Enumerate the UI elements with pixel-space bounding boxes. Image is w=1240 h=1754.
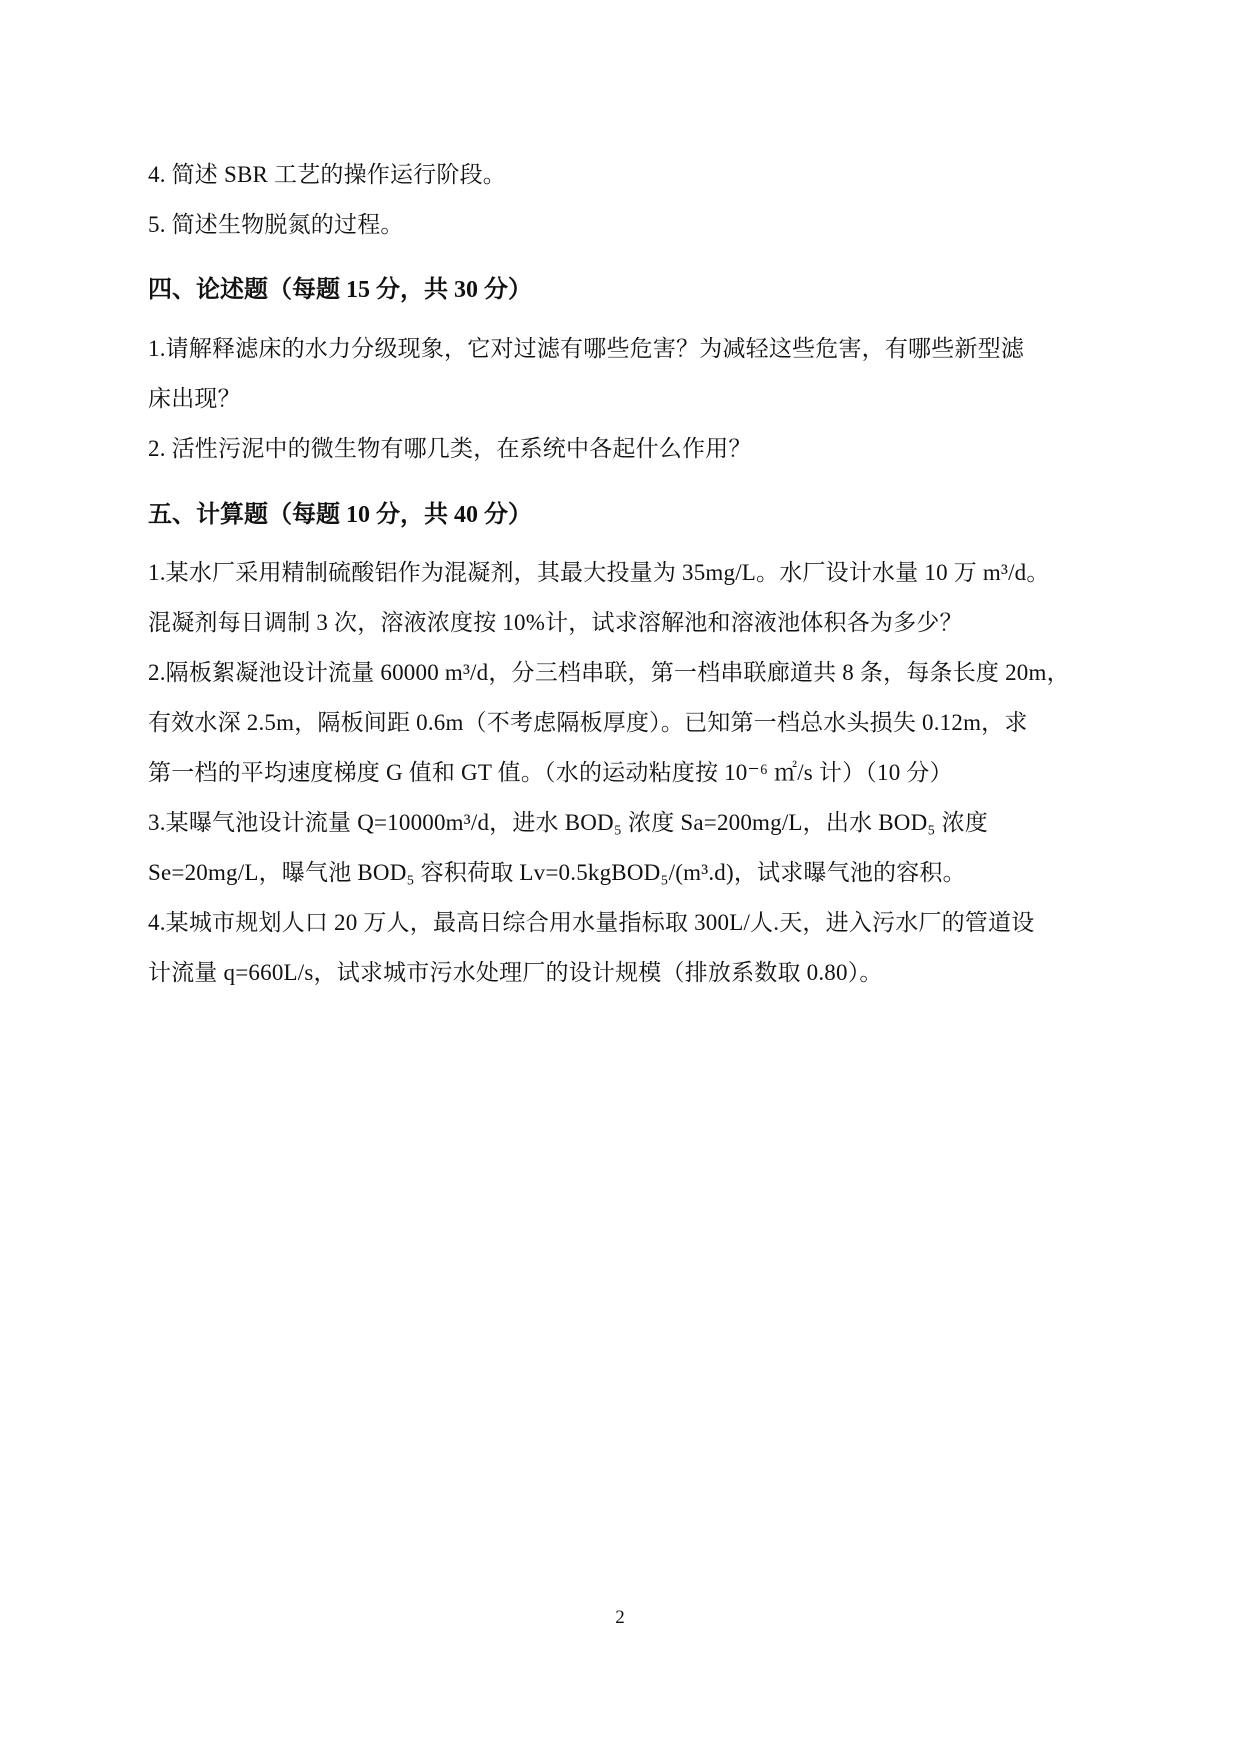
section-5-heading: 五、计算题（每题 10 分，共 40 分） [148,502,532,528]
page-number: 2 [615,1607,625,1628]
question-5-2-line-2: 有效水深 2.5m，隔板间距 0.6m（不考虑隔板厚度）。已知第一档总水头损失 0.12m，求 [148,710,1028,735]
question-5-3-line-2: Se=20mg/L，曝气池 BOD₅ 容积荷取 Lv=0.5kgBOD₅/(m³.d)，试求曝气池的容积。 [148,860,966,885]
question-4-2: 2. 活性污泥中的微生物有哪几类，在系统中各起什么作用？ [148,436,752,461]
question-5-1-line-2: 混凝剂每日调制 3 次，溶液浓度按 10%计，试求溶解池和溶液池体积各为多少？ [148,610,963,635]
question-5-1-line-1: 1.某水厂采用精制硫酸铝作为混凝剂，其最大投量为 35mg/L。水厂设计水量 10 万 m³/d。 [148,560,1050,585]
question-4-1-line-2: 床出现？ [148,386,241,411]
question-5-3-line-1: 3.某曝气池设计流量 Q=10000m³/d，进水 BOD₅ 浓度 Sa=200mg/L，出水 BOD₅ 浓度 [148,810,988,835]
question-5-4-line-2: 计流量 q=660L/s，试求城市污水处理厂的设计规模（排放系数取 0.80）。 [148,960,883,985]
question-5-4-line-1: 4.某城市规划人口 20 万人，最高日综合用水量指标取 300L/人.天，进入污水厂的管道设 [148,910,1035,935]
question-4-1-line-1: 1.请解释滤床的水力分级现象，它对过滤有哪些危害？为减轻这些危害，有哪些新型滤 [148,336,1025,361]
section-4-heading: 四、论述题（每题 15 分，共 30 分） [148,277,532,303]
question-3-4: 4. 简述 SBR 工艺的操作运行阶段。 [148,162,506,187]
question-5-2-line-3: 第一档的平均速度梯度 G 值和 GT 值。（水的运动粘度按 10⁻⁶ ㎡/s 计）（10 分） [148,760,953,785]
question-5-2-line-1: 2.隔板絮凝池设计流量 60000 m³/d，分三档串联，第一档串联廊道共 8 条，每条长度 20m， [148,660,1070,685]
question-3-5: 5. 简述生物脱氮的过程。 [148,212,404,237]
